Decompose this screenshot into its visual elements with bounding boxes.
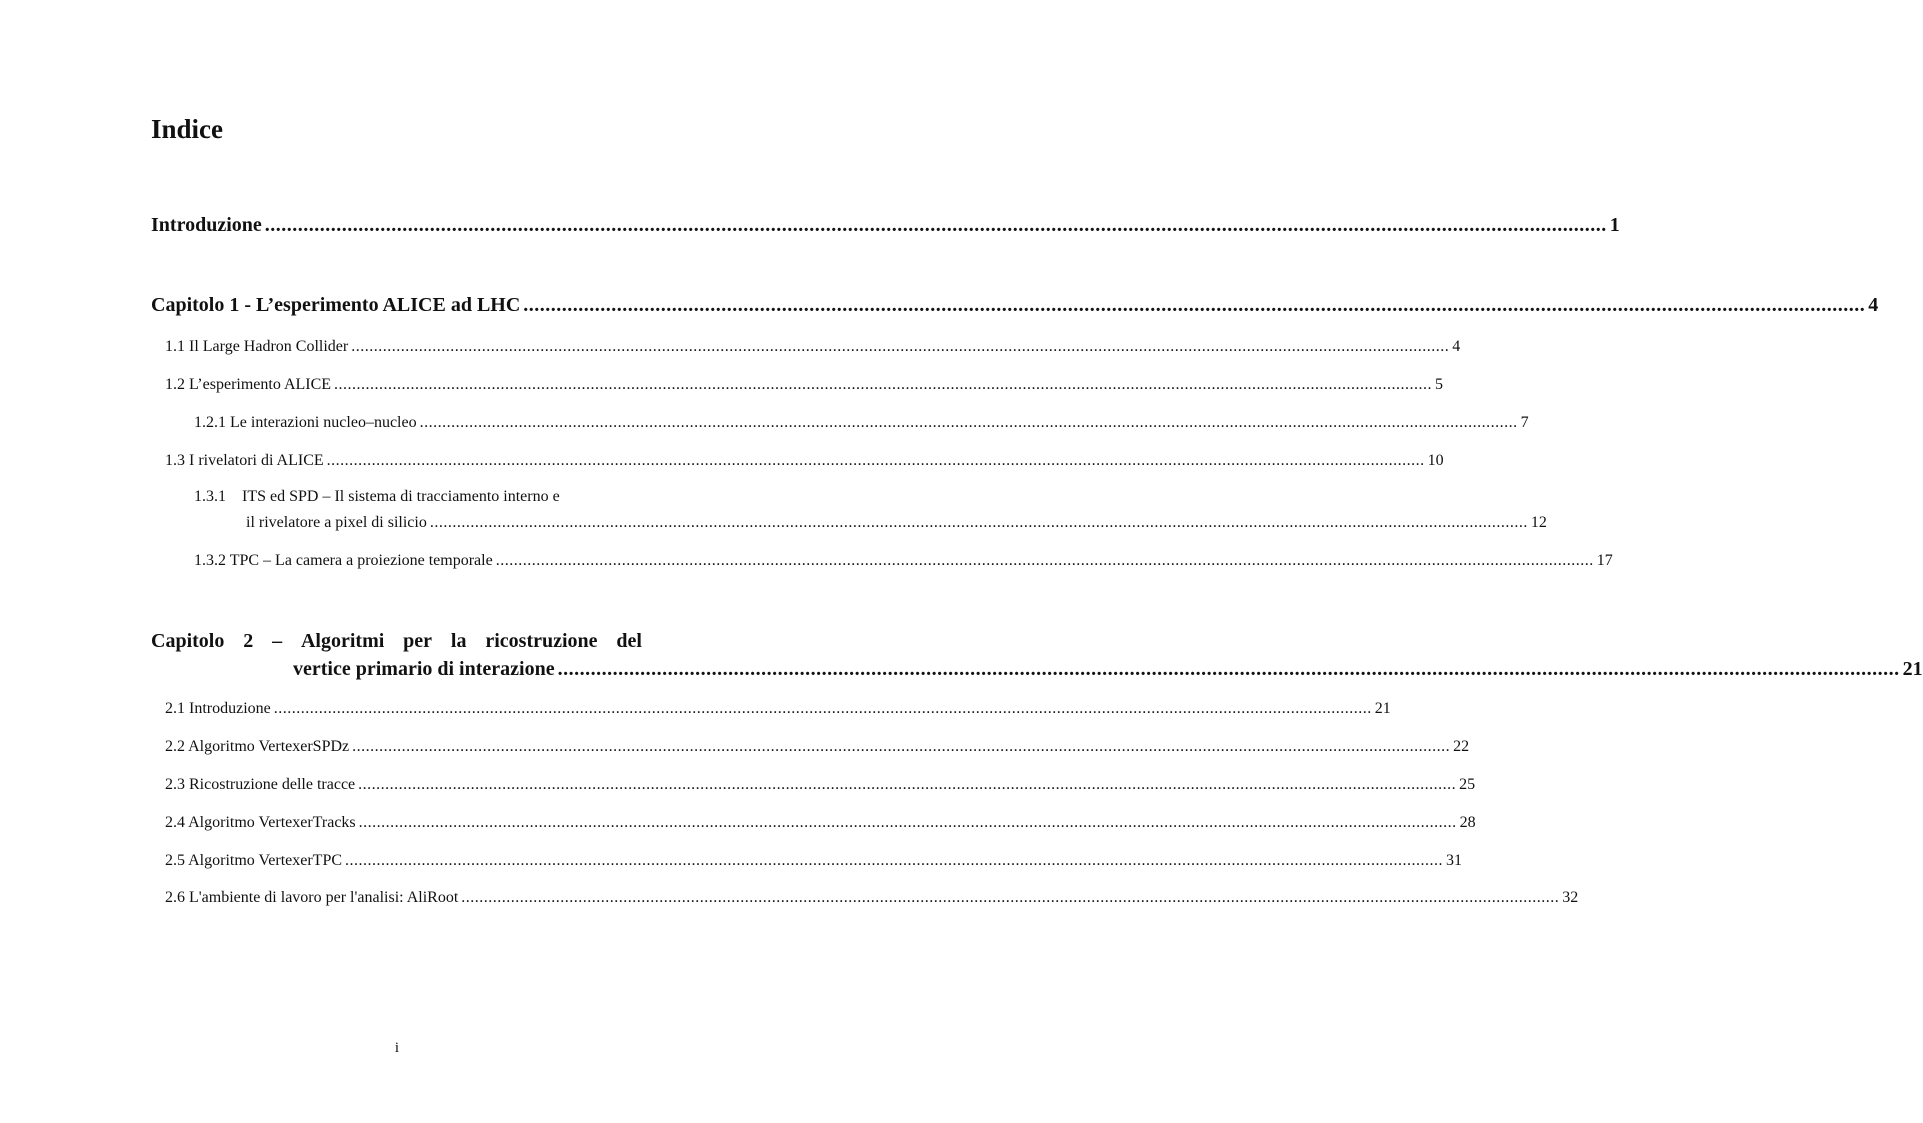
toc-label: 2.4 Algoritmo VertexerTracks [165,814,356,831]
toc-leader-dots: .................................................................................................................................................................................................................................................... [358,776,1457,793]
toc-entry-chapter-2-line1[interactable] [151,630,642,653]
toc-label: 2.2 Algoritmo VertexerSPDz [165,738,350,755]
toc-word: 2 [243,630,254,652]
toc-page-number: 25 [1459,776,1476,793]
toc-leader-dots: .................................................................................................................................................................................................................................................... [326,452,1425,469]
toc-page-number: 22 [1453,738,1470,755]
toc-leader-dots: .................................................................................................................................................................................................................................................... [495,552,1594,569]
toc-leader-dots: .................................................................................................................................................................................................................................................... [264,214,1607,236]
toc-label: 2.1 Introduzione [165,700,271,717]
toc-page-number: 32 [1562,889,1579,906]
toc-page-number: 4 [1868,294,1879,316]
toc-leader-dots: .................................................................................................................................................................................................................................................... [273,700,1372,717]
toc-leader-dots: .................................................................................................................................................................................................................................................... [557,658,1900,680]
toc-leader-dots: .................................................................................................................................................................................................................................................... [523,294,1866,316]
toc-entry-1-3-1-line1[interactable]: 1.3.1 ITS ed SPD – Il sistema di tracciamento interno e [194,488,560,505]
toc-leader-dots: .................................................................................................................................................................................................................................................... [351,338,1450,355]
toc-entry-1-2-1[interactable] [194,414,1529,432]
toc-label: 1.3.2 TPC – La camera a proiezione temporale [194,552,493,569]
toc-entry-2-5[interactable] [165,852,1463,870]
toc-word: Capitolo [151,630,225,652]
toc-page-number: 21 [1374,700,1391,717]
toc-page-number: 1 [1609,214,1620,236]
toc-entry-chapter-2[interactable] [293,658,1923,681]
toc-word: Algoritmi [300,630,385,652]
toc-label: 1.3 I rivelatori di ALICE [165,452,324,469]
toc-label: vertice primario di interazione [293,658,555,680]
toc-leader-dots: .................................................................................................................................................................................................................................................... [352,738,1451,755]
toc-word: la [450,630,467,652]
toc-page-number: 5 [1435,376,1444,393]
toc-entry-2-2[interactable] [165,738,1470,756]
toc-entry-1-3-1[interactable] [246,514,1547,532]
toc-word: – [272,630,283,652]
toc-label: 2.6 L'ambiente di lavoro per l'analisi: AliRoot [165,889,459,906]
toc-entry-1-1[interactable] [165,338,1461,356]
toc-leader-dots: .................................................................................................................................................................................................................................................... [419,414,1518,431]
toc-page-number: 17 [1596,552,1613,569]
toc-entry-chapter-1[interactable] [151,294,1879,317]
toc-page-number: 31 [1446,852,1463,869]
toc-label: 1.1 Il Large Hadron Collider [165,338,349,355]
page-title: Indice [151,114,224,144]
toc-label: il rivelatore a pixel di silicio [246,514,427,531]
toc-label: 2.5 Algoritmo VertexerTPC [165,852,343,869]
toc-page-number: 28 [1459,814,1476,831]
toc-page-number: 4 [1452,338,1461,355]
toc-word: del [616,630,642,652]
toc-label: 1.2 L’esperimento ALICE [165,376,332,393]
toc-page-number: 7 [1520,414,1529,431]
toc-entry-2-1[interactable] [165,700,1391,718]
footer-page-number: i [394,1040,400,1056]
toc-leader-dots: .................................................................................................................................................................................................................................................... [429,514,1528,531]
toc-page-number: 10 [1427,452,1444,469]
toc-word: per [403,630,433,652]
toc-label: Introduzione [151,214,262,236]
toc-label: Capitolo 1 - L’esperimento ALICE ad LHC [151,294,521,316]
toc-leader-dots: .................................................................................................................................................................................................................................................... [461,889,1560,906]
toc-entry-2-6[interactable] [165,889,1579,907]
toc-page-number: 21 [1902,658,1923,680]
toc-page-number: 12 [1530,514,1547,531]
toc-label: 1.2.1 Le interazioni nucleo–nucleo [194,414,417,431]
toc-entry-1-3[interactable] [165,452,1444,470]
toc-word: ricostruzione [485,630,598,652]
toc-entry-2-4[interactable] [165,814,1476,832]
toc-entry-1-2[interactable] [165,376,1444,394]
toc-entry-introduzione[interactable] [151,214,1620,237]
toc-label: 2.3 Ricostruzione delle tracce [165,776,356,793]
toc-entry-1-3-2[interactable] [194,552,1613,570]
toc-entry-2-3[interactable] [165,776,1476,794]
toc-leader-dots: .................................................................................................................................................................................................................................................... [334,376,1433,393]
toc-leader-dots: .................................................................................................................................................................................................................................................... [345,852,1444,869]
toc-leader-dots: .................................................................................................................................................................................................................................................... [358,814,1457,831]
